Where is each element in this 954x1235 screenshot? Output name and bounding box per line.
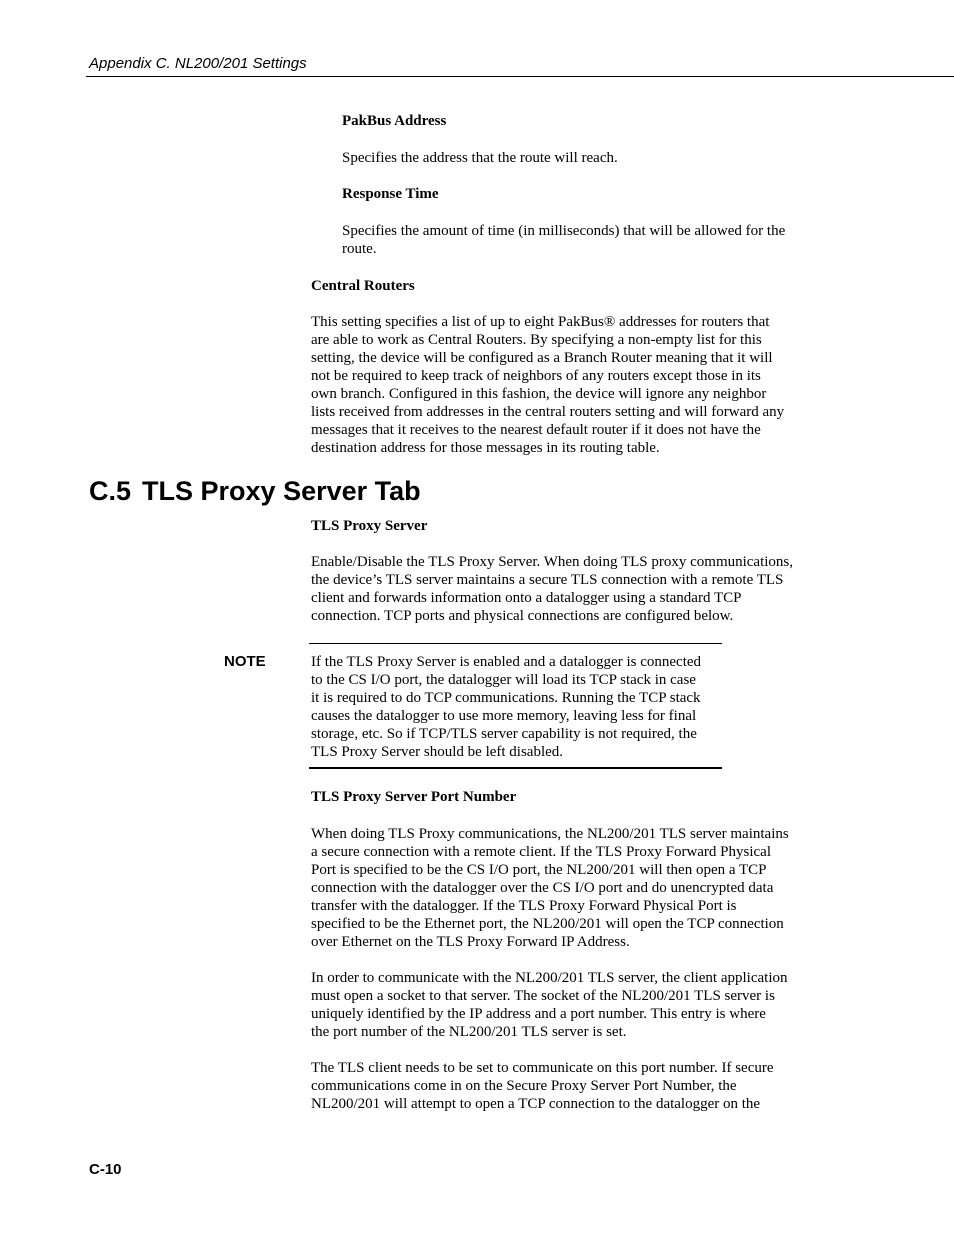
text-line: over Ethernet on the TLS Proxy Forward IP Address. — [311, 934, 630, 950]
port-number-paragraph-2 — [311, 969, 788, 1041]
text-line: Enable/Disable the TLS Proxy Server. When doing TLS proxy communications, — [311, 554, 794, 570]
text-line: must open a socket to that server. The socket of the NL200/201 TLS server is — [311, 988, 775, 1004]
section-heading — [89, 474, 421, 508]
text-line: it is required to do TCP communications. Running the TCP stack — [311, 690, 701, 706]
text-line: a secure connection with a remote client. If the TLS Proxy Forward Physical — [311, 844, 772, 860]
tls-proxy-server-heading: TLS Proxy Server — [311, 518, 428, 534]
text-line: communications come in on the Secure Proxy Server Port Number, the — [311, 1078, 737, 1094]
note-text — [311, 653, 701, 761]
text-line: When doing TLS Proxy communications, the NL200/201 TLS server maintains — [311, 826, 789, 842]
section-title: TLS Proxy Server Tab — [142, 476, 421, 506]
text-line: own branch. Configured in this fashion, the device will ignore any neighbor — [311, 386, 767, 402]
port-number-paragraph-3 — [311, 1059, 774, 1113]
pakbus-address-heading: PakBus Address — [342, 113, 447, 129]
central-routers-heading: Central Routers — [311, 278, 415, 294]
text-line: In order to communicate with the NL200/201 TLS server, the client application — [311, 970, 788, 986]
text-line: client and forwards information onto a datalogger using a standard TCP — [311, 590, 742, 606]
text-line: connection with the datalogger over the CS I/O port and do unencrypted data — [311, 880, 774, 896]
text-line: TLS Proxy Server should be left disabled. — [311, 744, 564, 760]
text-line: setting, the device will be configured as a Branch Router meaning that it will — [311, 350, 773, 366]
section-number: C.5 — [89, 476, 132, 506]
text-line: The TLS client needs to be set to communicate on this port number. If secure — [311, 1060, 774, 1076]
tls-proxy-server-text — [311, 553, 793, 625]
text-line: route. — [342, 241, 377, 257]
text-line: destination address for those messages in its routing table. — [311, 440, 660, 456]
port-number-heading: TLS Proxy Server Port Number — [311, 789, 517, 805]
header-rule — [86, 76, 954, 77]
text-line: NL200/201 will attempt to open a TCP connection to the datalogger on the — [311, 1096, 761, 1112]
text-line: uniquely identified by the IP address and a port number. This entry is where — [311, 1006, 766, 1022]
text-line: messages that it receives to the nearest default router if it does not have the — [311, 422, 761, 438]
page-number: C-10 — [89, 1161, 122, 1178]
response-time-heading: Response Time — [342, 186, 439, 202]
note-top-rule — [309, 643, 722, 644]
note-label: NOTE — [224, 653, 266, 670]
text-line: This setting specifies a list of up to eight PakBus® addresses for routers that — [311, 314, 770, 330]
text-line: not be required to keep track of neighbors of any routers except those in its — [311, 368, 761, 384]
pakbus-address-text — [342, 149, 618, 167]
text-line: to the CS I/O port, the datalogger will load its TCP stack in case — [311, 672, 696, 688]
port-number-paragraph-1 — [311, 825, 789, 951]
central-routers-text — [311, 313, 784, 457]
text-line: the port number of the NL200/201 TLS server is set. — [311, 1024, 627, 1040]
note-bottom-rule — [309, 767, 722, 769]
text-line: the device’s TLS server maintains a secure TLS connection with a remote TLS — [311, 572, 784, 588]
running-header: Appendix C. NL200/201 Settings — [89, 55, 307, 72]
text-line: transfer with the datalogger. If the TLS Proxy Forward Physical Port is — [311, 898, 737, 914]
text-line: Specifies the amount of time (in milliseconds) that will be allowed for the — [342, 223, 786, 239]
text-line: are able to work as Central Routers. By specifying a non-empty list for this — [311, 332, 762, 348]
text-line: specified to be the Ethernet port, the NL200/201 will open the TCP connection — [311, 916, 784, 932]
text-line: connection. TCP ports and physical connections are configured below. — [311, 608, 734, 624]
text-line: storage, etc. So if TCP/TLS server capability is not required, the — [311, 726, 697, 742]
text-line: Port is specified to be the CS I/O port, the NL200/201 will then open a TCP — [311, 862, 767, 878]
response-time-text — [342, 222, 785, 258]
text-line: If the TLS Proxy Server is enabled and a datalogger is connected — [311, 654, 702, 670]
text-line: lists received from addresses in the central routers setting and will forward any — [311, 404, 785, 420]
text-line: Specifies the address that the route will reach. — [342, 150, 618, 166]
text-line: causes the datalogger to use more memory, leaving less for final — [311, 708, 697, 724]
